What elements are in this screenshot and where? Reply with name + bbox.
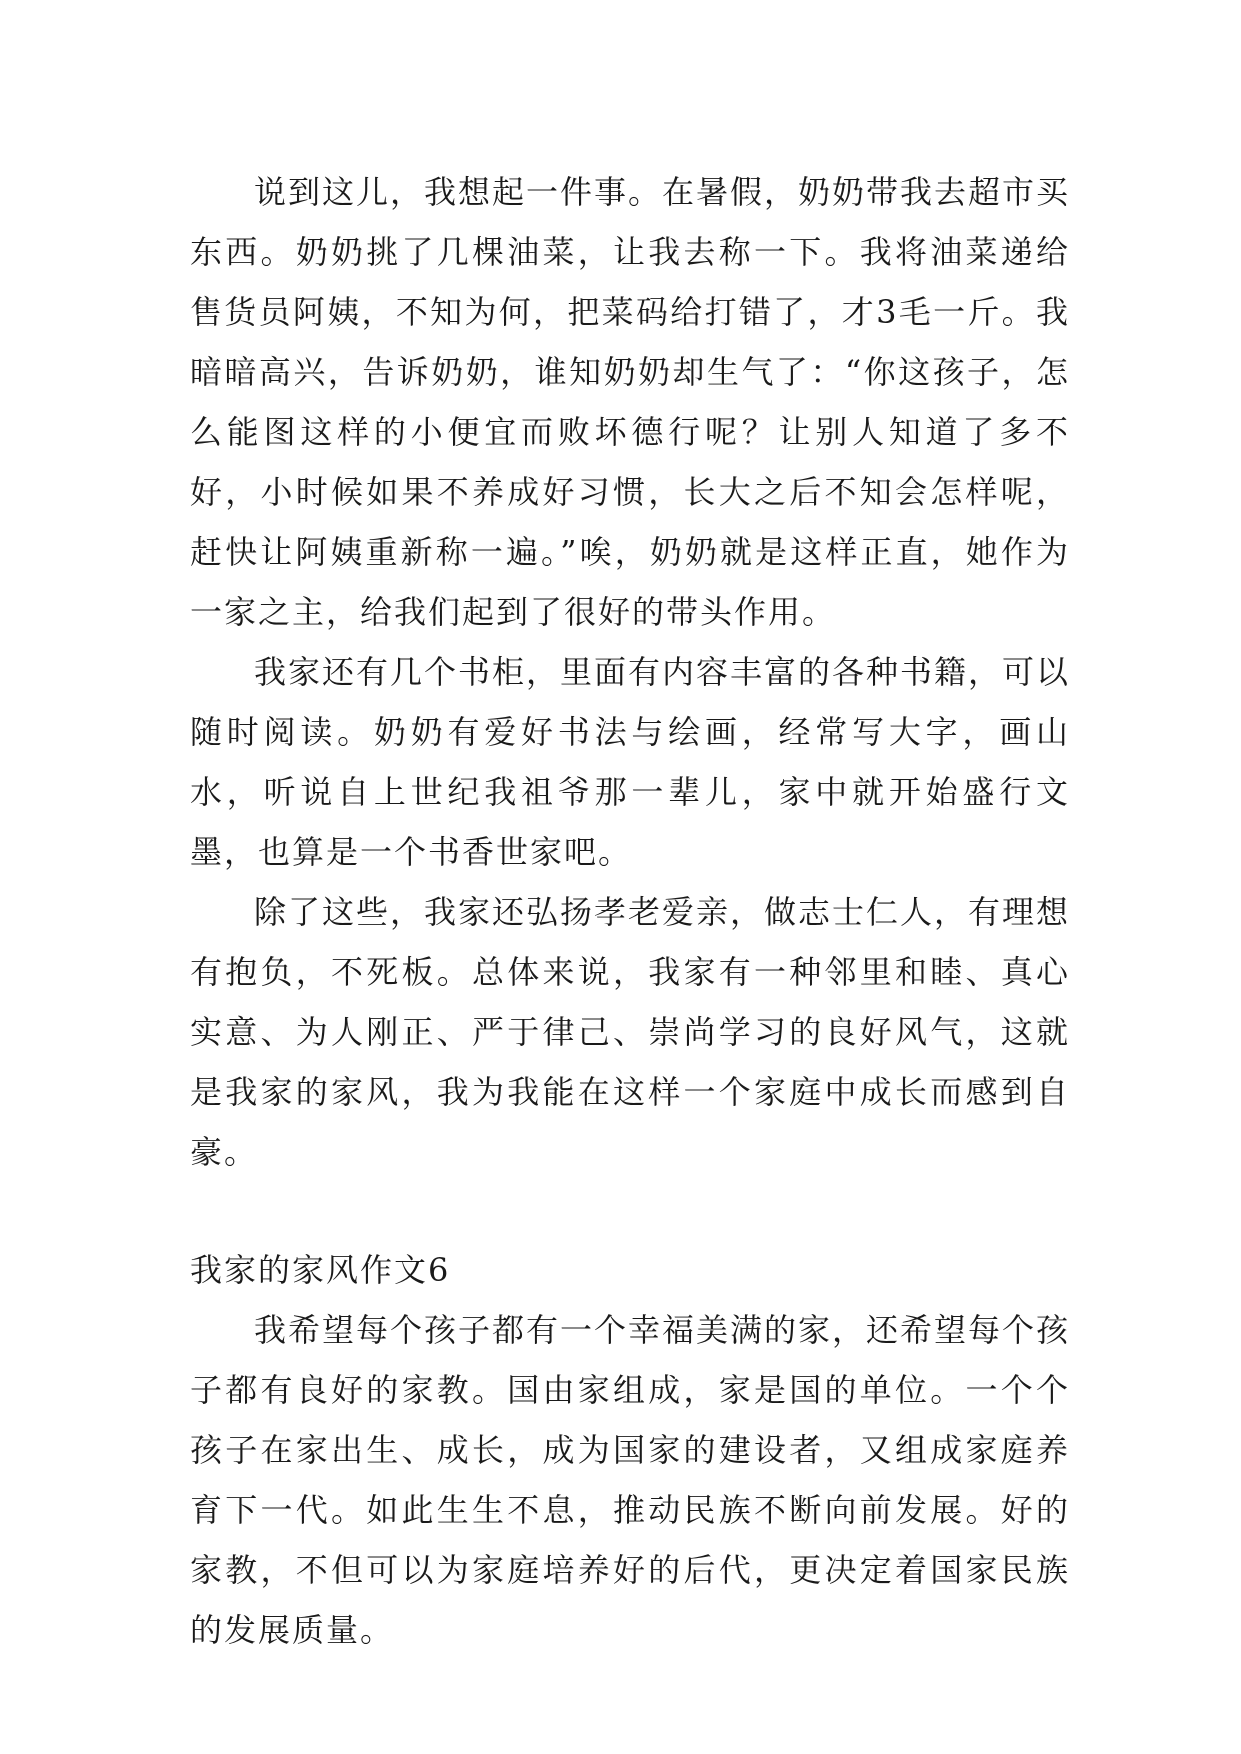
paragraph-bookshelves: 我家还有几个书柜，里面有内容丰富的各种书籍，可以随时阅读。奶奶有爱好书法与绘画，经常写大字，画山水，听说自上世纪我祖爷那一辈儿，家中就开始盛行文墨，也算是一个书香世家吧。 [190,653,1071,871]
paragraph-family-education: 我希望每个孩子都有一个幸福美满的家，还希望每个孩子都有良好的家教。国由家组成，家是国的单位。一个个孩子在家出生、成长，成为国家的建设者，又组成家庭养育下一代。如此生生不息，推动民族不断向前发展。好的家教，不但可以为家庭培养好的后代，更决定着国家民族的发展质量。 [190,1311,1071,1649]
paragraph-grandma-story: 说到这儿，我想起一件事。在暑假，奶奶带我去超市买东西。奶奶挑了几棵油菜，让我去称一下。我将油菜递给售货员阿姨，不知为何，把菜码给打错了，才3毛一斤。我暗暗高兴，告诉奶奶，谁知奶奶却生气了：“你这孩子，怎么能图这样的小便宜而败坏德行呢？让别人知道了多不好，小时候如果不养成好习惯，长大之后不知会怎样呢，赶快让阿姨重新称一遍。”唉，奶奶就是这样正直，她作为一家之主，给我们起到了很好的带头作用。 [190,173,1071,631]
section-title: 我家的家风作文6 [190,1251,451,1289]
document-body [190,162,1070,1660]
paragraph-family-virtues: 除了这些，我家还弘扬孝老爱亲，做志士仁人，有理想有抱负，不死板。总体来说，我家有一种邻里和睦、真心实意、为人刚正、严于律己、崇尚学习的良好风气，这就是我家的家风，我为我能在这样一个家庭中成长而感到自豪。 [190,893,1071,1171]
